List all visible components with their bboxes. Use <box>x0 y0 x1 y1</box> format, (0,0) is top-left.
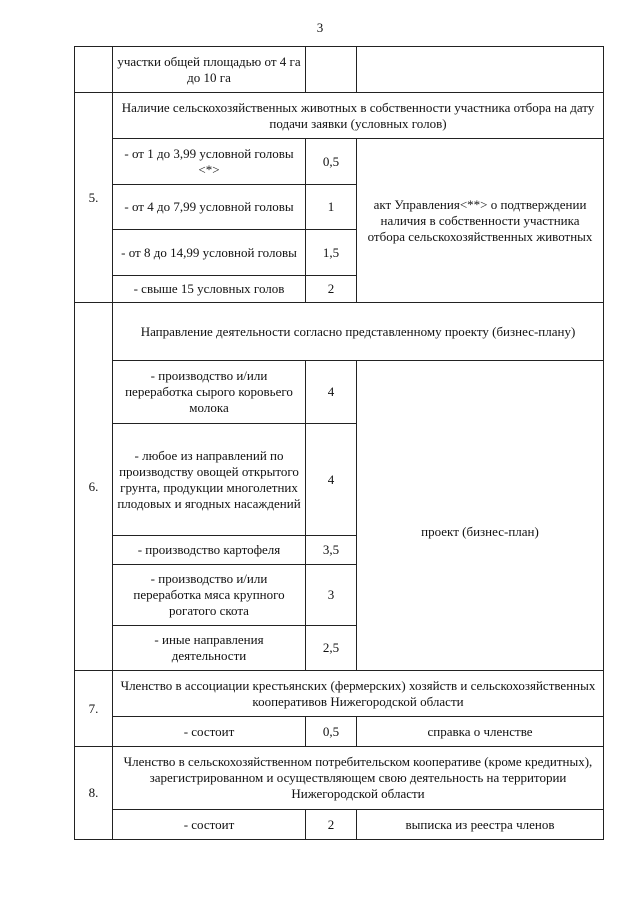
criterion-label: - производство и/или переработка мяса крупного рогатого скота <box>113 565 306 626</box>
section-title: Направление деятельности согласно представленному проекту (бизнес-плану) <box>113 303 604 361</box>
criterion-label: - любое из направлений по производству овощей открытого грунта, продукции многолетних плодовых и ягодных насаждений <box>113 424 306 536</box>
table-row <box>75 361 604 424</box>
section-header-row <box>75 747 604 810</box>
section-header-row <box>75 671 604 717</box>
section-number: 5. <box>75 93 113 303</box>
section-title: Наличие сельскохозяйственных животных в собственности участника отбора на дату подачи заявки (условных голов) <box>113 93 604 139</box>
criterion-label: - состоит <box>113 717 306 747</box>
criterion-label: - иные направления деятельности <box>113 626 306 671</box>
section-header-row <box>75 93 604 139</box>
criterion-score: 4 <box>306 361 357 424</box>
table-row <box>75 810 604 840</box>
criterion-score: 1 <box>306 185 357 230</box>
page-number: 3 <box>316 20 324 35</box>
criterion-label: - от 1 до 3,99 условной головы <*> <box>113 139 306 185</box>
confirming-document: проект (бизнес-план) <box>357 361 604 671</box>
confirming-document: акт Управления<**> о подтверждении наличия в собственности участника отбора сельскохозяйственных животных <box>357 139 604 303</box>
table-row <box>75 47 604 93</box>
score-cell <box>306 47 357 93</box>
criterion-label: - состоит <box>113 810 306 840</box>
criterion-score: 3,5 <box>306 536 357 565</box>
criterion-score: 4 <box>306 424 357 536</box>
criterion-score: 0,5 <box>306 717 357 747</box>
criterion-label: - производство картофеля <box>113 536 306 565</box>
criteria-table <box>74 46 604 840</box>
criterion-score: 2 <box>306 276 357 303</box>
section-number: 8. <box>75 747 113 840</box>
criterion-label: - производство и/или переработка сырого коровьего молока <box>113 361 306 424</box>
table-row <box>75 717 604 747</box>
confirming-document: справка о членстве <box>357 717 604 747</box>
section-number: 7. <box>75 671 113 747</box>
section-header-row <box>75 303 604 361</box>
criterion-label: - от 8 до 14,99 условной головы <box>113 230 306 276</box>
criterion-score: 1,5 <box>306 230 357 276</box>
section-title: Членство в сельскохозяйственном потребительском кооперативе (кроме кредитных), зарегистрированном и осуществляющем свою деятельность на территории Нижегородской области <box>113 747 604 810</box>
criterion-label: - от 4 до 7,99 условной головы <box>113 185 306 230</box>
criterion-score: 3 <box>306 565 357 626</box>
section-number: 6. <box>75 303 113 671</box>
section-title: Членство в ассоциации крестьянских (фермерских) хозяйств и сельскохозяйственных кооперативов Нижегородской области <box>113 671 604 717</box>
criterion-score: 0,5 <box>306 139 357 185</box>
document-cell <box>357 47 604 93</box>
table-row <box>75 139 604 185</box>
criterion-label: - свыше 15 условных голов <box>113 276 306 303</box>
criterion-label: участки общей площадью от 4 га до 10 га <box>113 47 306 93</box>
confirming-document: выписка из реестра членов <box>357 810 604 840</box>
criterion-score: 2,5 <box>306 626 357 671</box>
criterion-score: 2 <box>306 810 357 840</box>
number-cell <box>75 47 113 93</box>
